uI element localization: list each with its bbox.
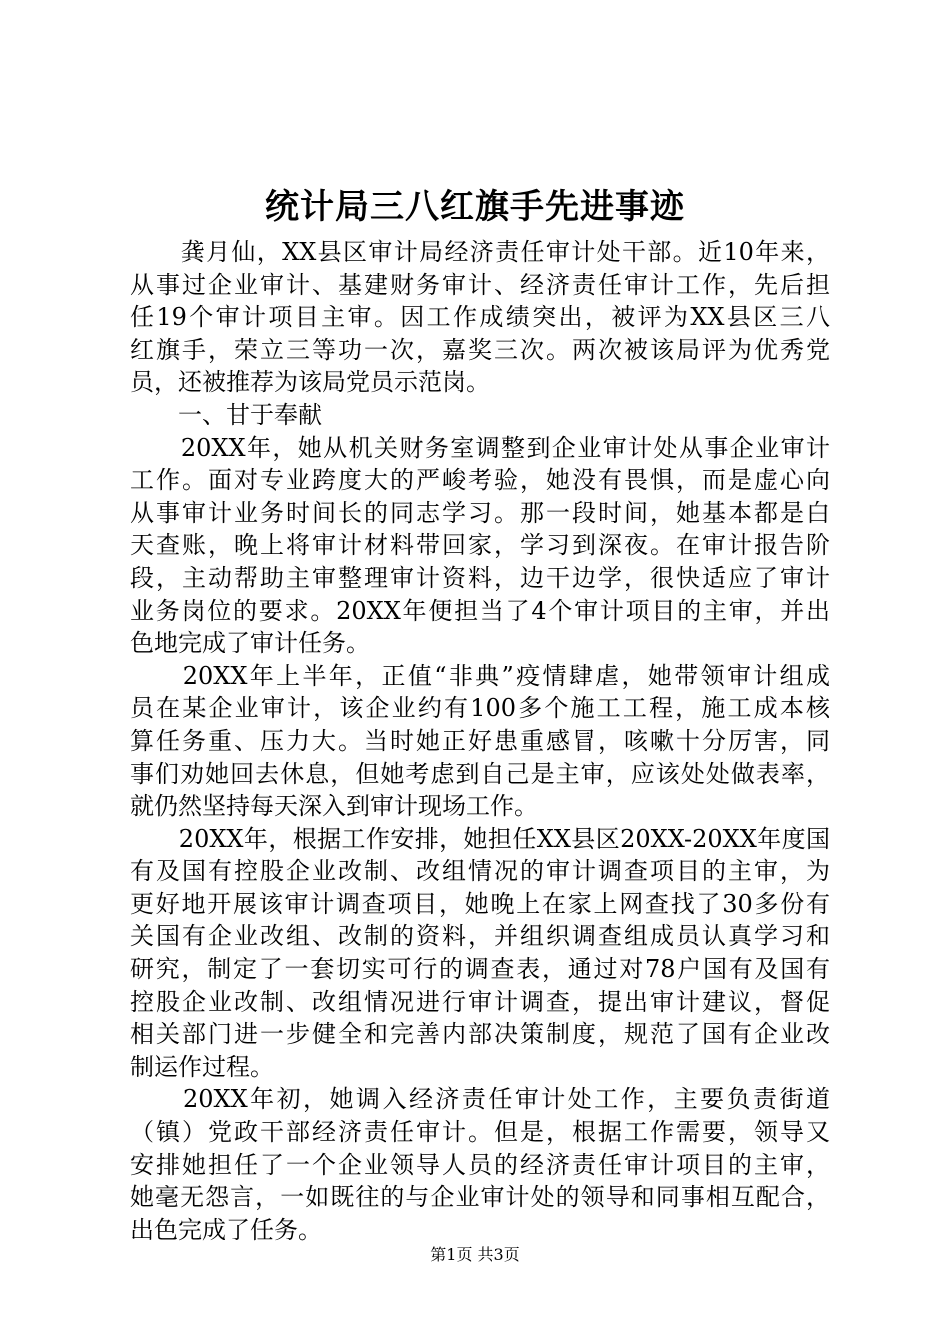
body-line: 20XX年上半年，正值“非典”疫情肆虐，她带领审计组成 <box>130 661 830 690</box>
body-line: 关国有企业改组、改制的资料，并组织调查组成员认真学习和 <box>130 922 830 951</box>
body-line: 算任务重、压力大。当时她正好患重感冒，咳嗽十分厉害，同 <box>130 726 830 755</box>
body-line: 业务岗位的要求。20XX年便担当了4个审计项目的主审，并出 <box>130 596 830 625</box>
body-line: 有及国有控股企业改制、改组情况的审计调查项目的主审，为 <box>130 857 830 886</box>
body-line: 事们劝她回去休息，但她考虑到自己是主审，应该处处做表率， <box>130 759 830 788</box>
body-line: 色地完成了审计任务。 <box>130 629 370 658</box>
body-line: 天查账，晚上将审计材料带回家，学习到深夜。在审计报告阶 <box>130 531 830 560</box>
body-line: 控股企业改制、改组情况进行审计调查，提出审计建议，督促 <box>130 987 830 1016</box>
body-line: 从事审计业务时间长的同志学习。那一段时间，她基本都是白 <box>130 498 830 527</box>
body-line: 员，还被推荐为该局党员示范岗。 <box>130 368 490 397</box>
body-line: 制运作过程。 <box>130 1052 274 1081</box>
body-line: 龚月仙，XX县区审计局经济责任审计处干部。近10年来， <box>130 238 830 266</box>
body-line: 从事过企业审计、基建财务审计、经济责任审计工作，先后担 <box>130 270 830 299</box>
body-line: 一、甘于奉献 <box>130 400 322 429</box>
document-body <box>130 236 830 1246</box>
body-line: 她毫无怨言，一如既往的与企业审计处的领导和同事相互配合， <box>130 1183 830 1212</box>
body-line: 员在某企业审计，该企业约有100多个施工工程，施工成本核 <box>130 694 830 723</box>
page-title: 统计局三八红旗手先进事迹 <box>265 187 685 227</box>
body-line: 研究，制定了一套切实可行的调查表，通过对78户国有及国有 <box>130 955 830 984</box>
body-line: 段，主动帮助主审整理审计资料，边干边学，很快适应了审计 <box>130 563 830 592</box>
body-line: 20XX年，她从机关财务室调整到企业审计处从事企业审计 <box>130 433 830 462</box>
body-line: 工作。面对专业跨度大的严峻考验，她没有畏惧，而是虚心向 <box>130 466 830 495</box>
body-line: 20XX年，根据工作安排，她担任XX县区20XX-20XX年度国 <box>130 824 830 853</box>
page-footer: 第1页 共3页 <box>430 1245 520 1264</box>
body-line: 更好地开展该审计调查项目，她晚上在家上网查找了30多份有 <box>130 889 830 918</box>
body-line: 就仍然坚持每天深入到审计现场工作。 <box>130 792 538 821</box>
body-line: 相关部门进一步健全和完善内部决策制度，规范了国有企业改 <box>130 1020 830 1049</box>
body-line: 任19个审计项目主审。因工作成绩突出，被评为XX县区三八 <box>130 303 830 332</box>
body-line: 红旗手，荣立三等功一次，嘉奖三次。两次被该局评为优秀党 <box>130 335 830 364</box>
body-line: （镇）党政干部经济责任审计。但是，根据工作需要，领导又 <box>130 1118 830 1147</box>
body-line: 安排她担任了一个企业领导人员的经济责任审计项目的主审， <box>130 1150 830 1179</box>
body-line: 出色完成了任务。 <box>130 1215 322 1244</box>
body-line: 20XX年初，她调入经济责任审计处工作，主要负责街道 <box>130 1085 830 1114</box>
